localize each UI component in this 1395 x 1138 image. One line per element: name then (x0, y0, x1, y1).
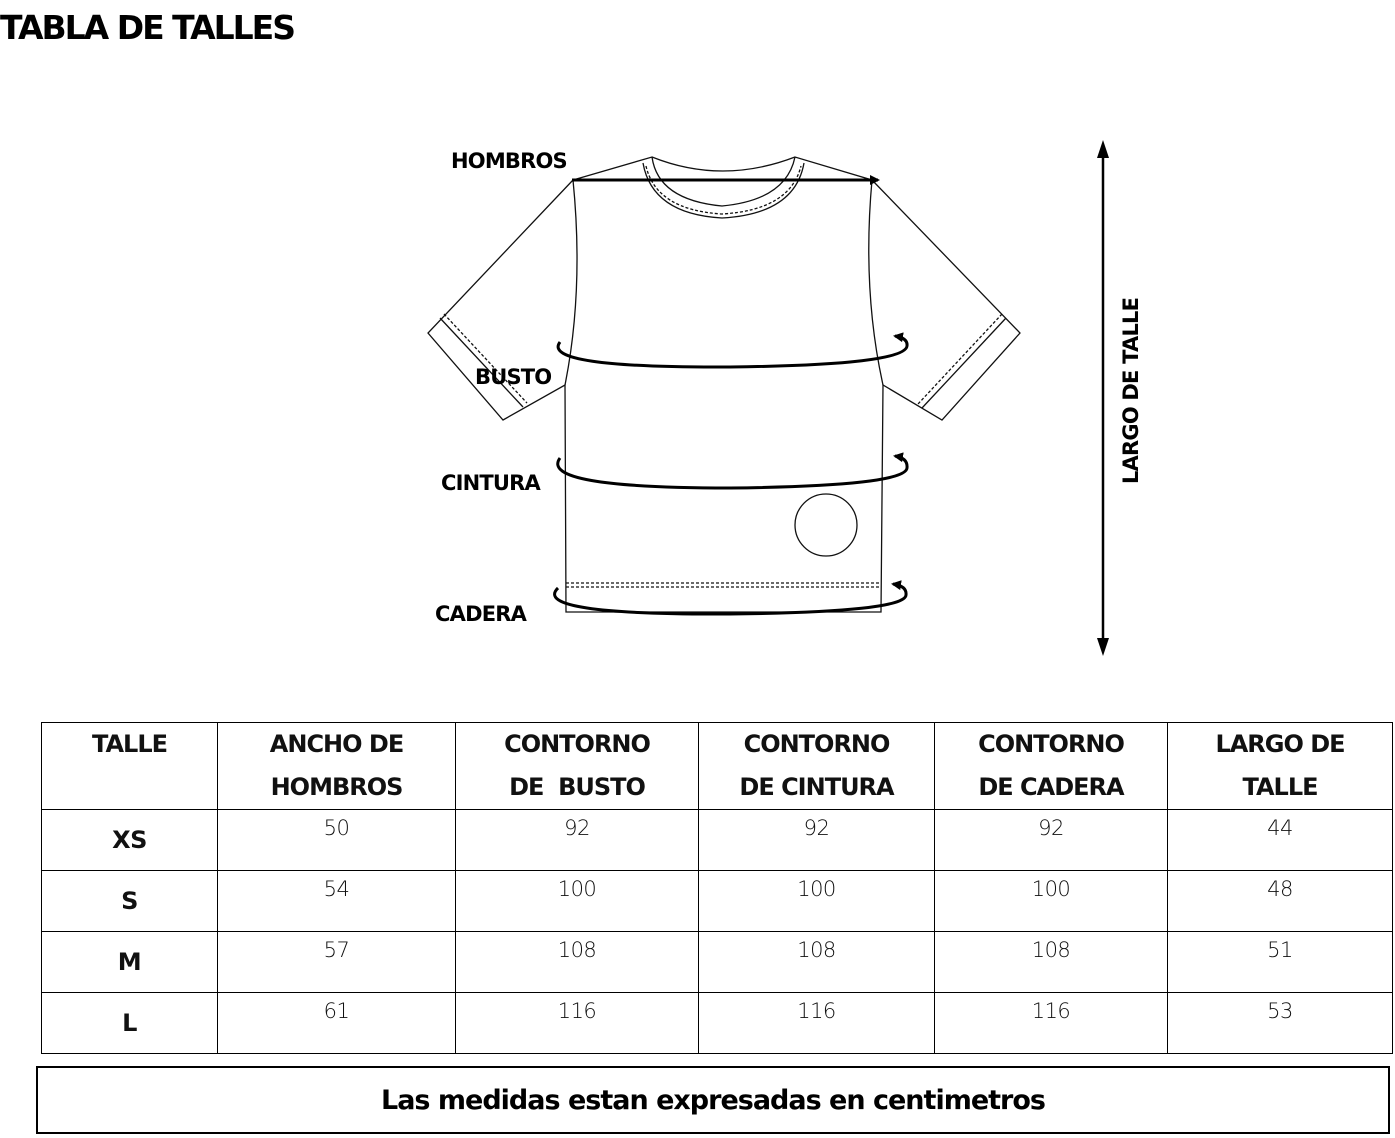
header-ancho-hombros: ANCHO DE HOMBROS (218, 723, 456, 810)
cell-value: 44 (1168, 810, 1393, 871)
table-row (42, 993, 1393, 1054)
cell-value: 92 (456, 810, 699, 871)
cell-value: 108 (456, 932, 699, 993)
cell-size: M (42, 932, 218, 993)
cell-value: 100 (699, 871, 935, 932)
cell-value: 48 (1168, 871, 1393, 932)
cell-value: 57 (218, 932, 456, 993)
header-contorno-cadera: CONTORNO DE CADERA (935, 723, 1168, 810)
header-contorno-busto: CONTORNO DE BUSTO (456, 723, 699, 810)
cell-value: 54 (218, 871, 456, 932)
header-largo-talle: LARGO DE TALLE (1168, 723, 1393, 810)
page-title: TABLA DE TALLES (0, 8, 294, 47)
cell-value: 108 (935, 932, 1168, 993)
cell-size: L (42, 993, 218, 1054)
cell-value: 51 (1168, 932, 1393, 993)
hip-loop (555, 584, 907, 614)
cell-value: 53 (1168, 993, 1393, 1054)
cell-value: 116 (935, 993, 1168, 1054)
table-header-row (42, 723, 1393, 810)
cell-value: 116 (699, 993, 935, 1054)
label-largo-de-talle: LARGO DE TALLE (1119, 297, 1143, 484)
waist-loop (558, 456, 907, 488)
cell-value: 50 (218, 810, 456, 871)
label-hombros: HOMBROS (451, 149, 567, 173)
label-cadera: CADERA (435, 602, 527, 626)
cell-size: XS (42, 810, 218, 871)
label-busto: BUSTO (475, 365, 552, 389)
bust-loop (558, 336, 907, 367)
label-cintura: CINTURA (441, 471, 541, 495)
header-talle: TALLE (42, 723, 218, 810)
measure-lines (555, 150, 1103, 645)
cell-value: 116 (456, 993, 699, 1054)
cell-value: 92 (699, 810, 935, 871)
table-row (42, 810, 1393, 871)
table-row (42, 932, 1393, 993)
size-table (41, 722, 1393, 1054)
units-note: Las medidas estan expresadas en centimetros (36, 1066, 1390, 1134)
header-contorno-cintura: CONTORNO DE CINTURA (699, 723, 935, 810)
cell-value: 92 (935, 810, 1168, 871)
cell-value: 100 (456, 871, 699, 932)
cell-size: S (42, 871, 218, 932)
table-row (42, 871, 1393, 932)
cell-value: 100 (935, 871, 1168, 932)
cell-value: 61 (218, 993, 456, 1054)
cell-value: 108 (699, 932, 935, 993)
